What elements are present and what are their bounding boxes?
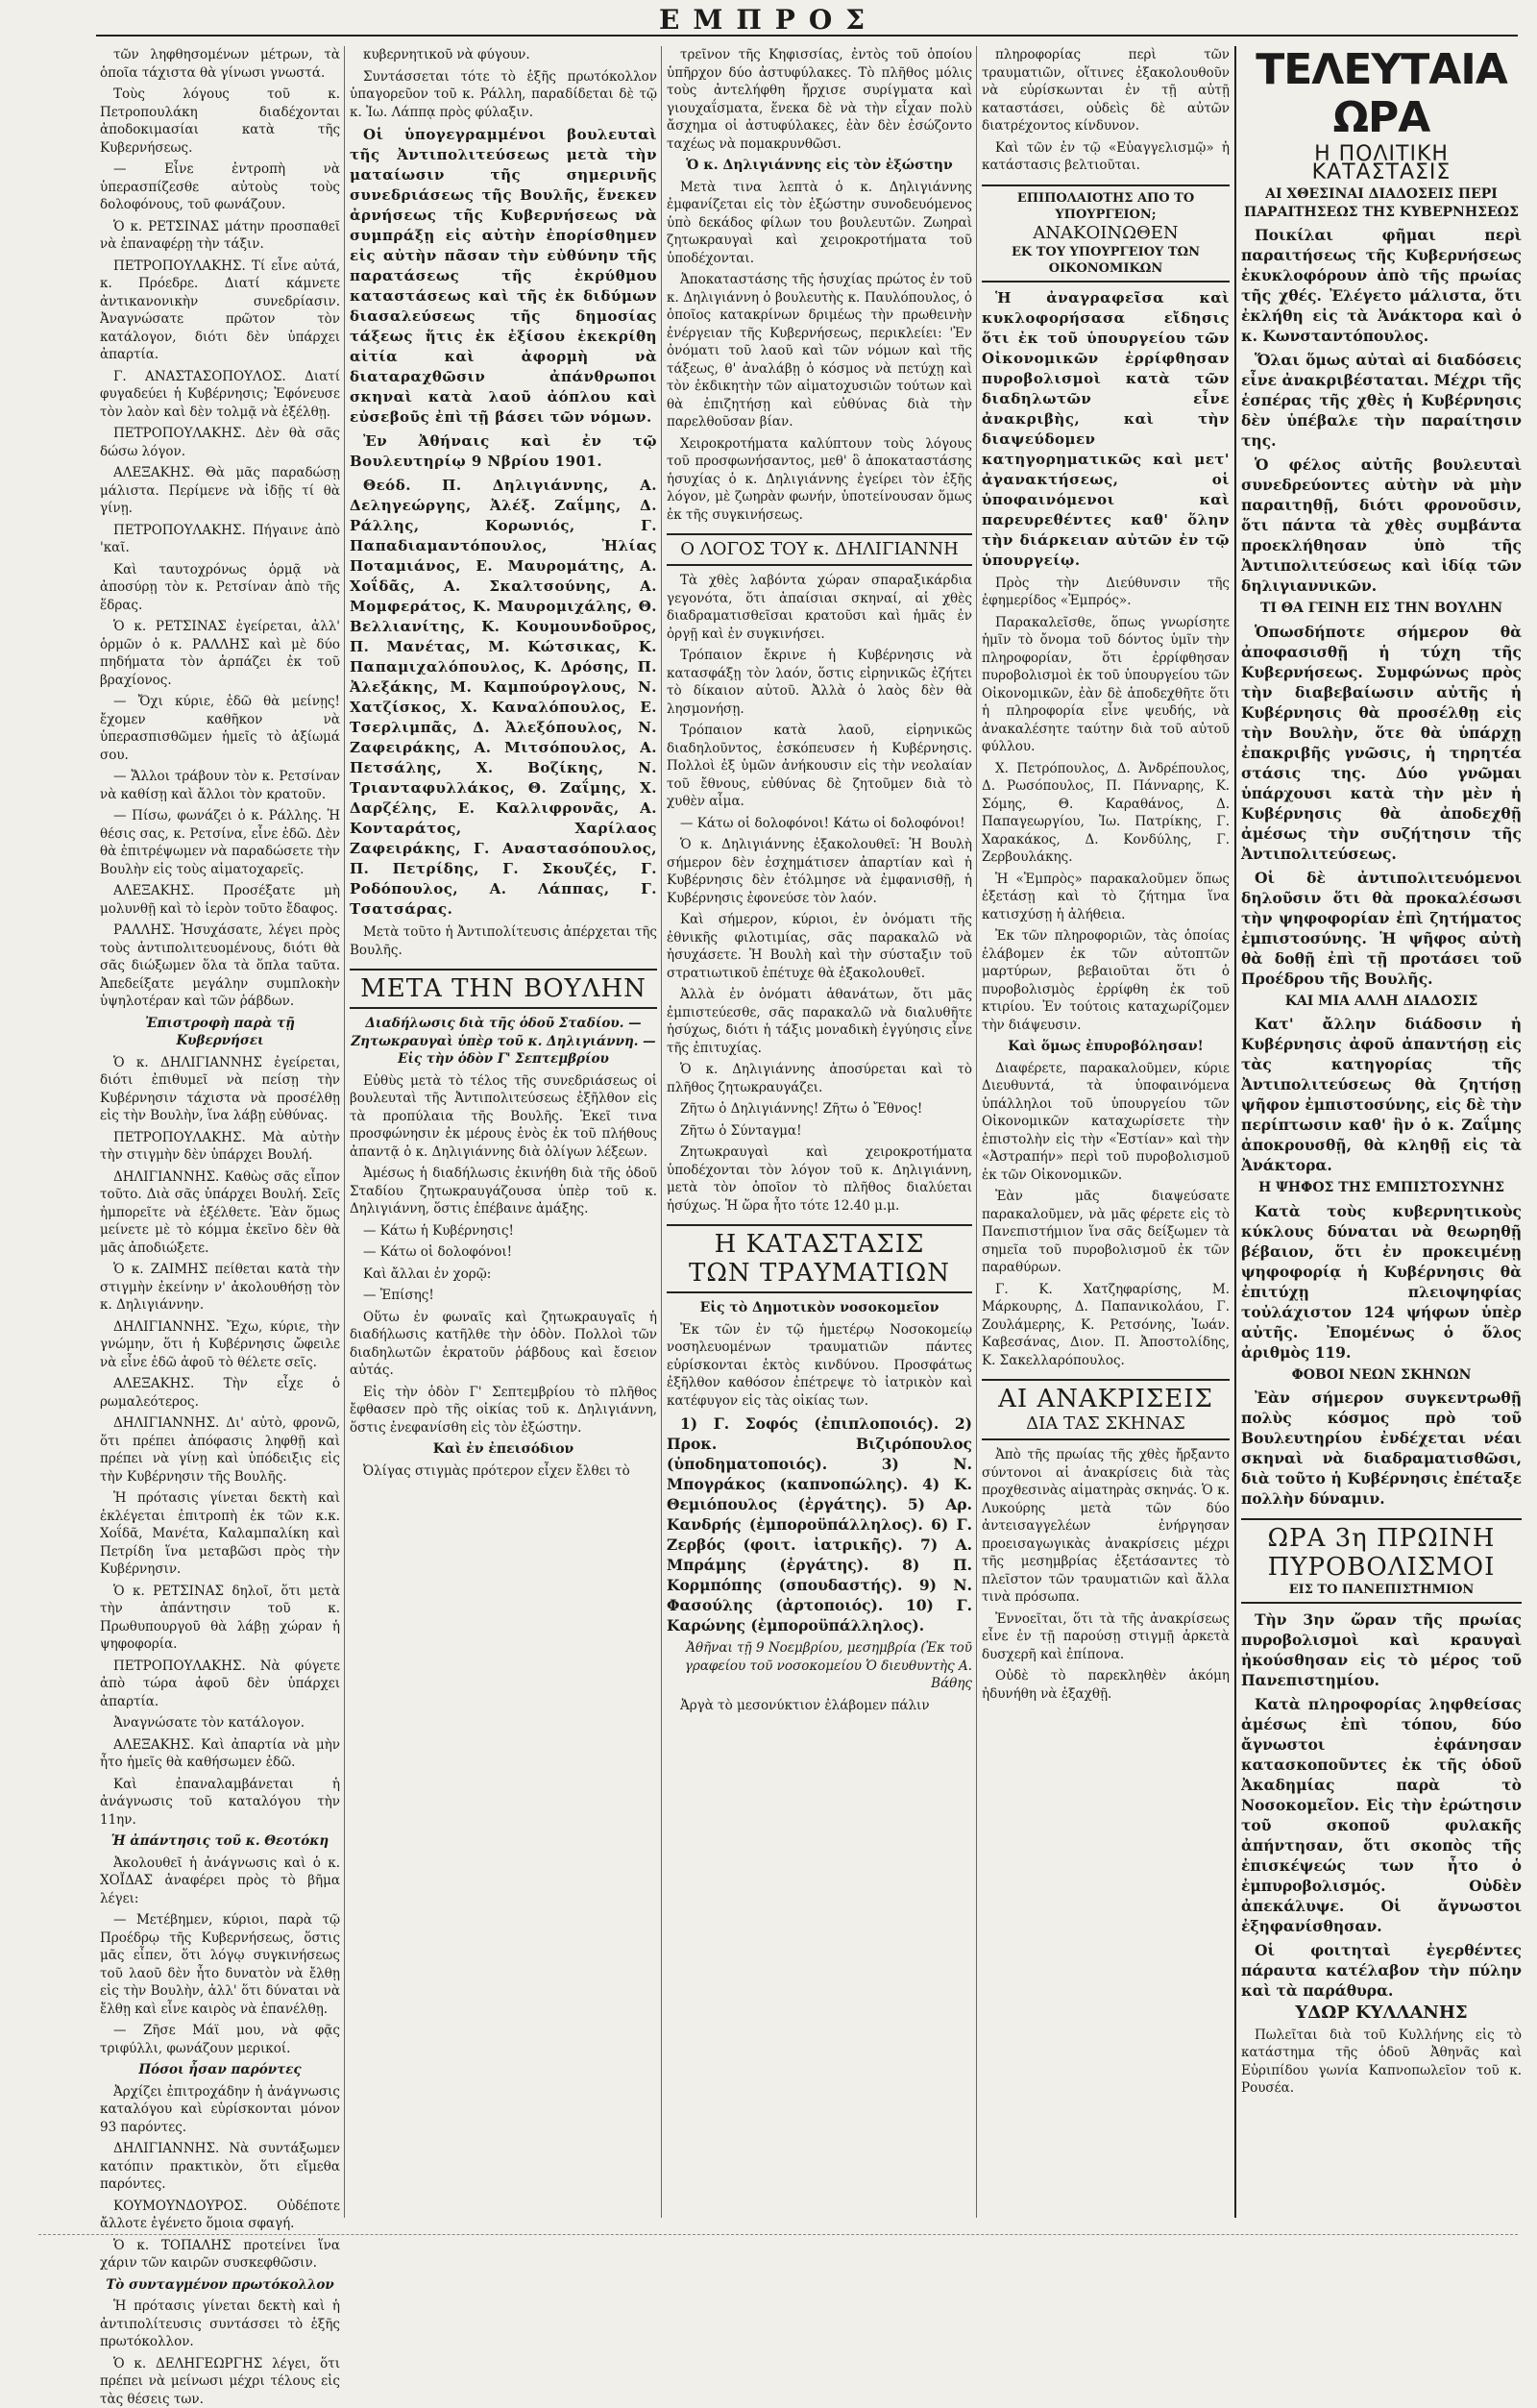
last-hour-title: ΤΕΛΕΥΤΑΙΑ ΩΡΑ	[1241, 46, 1522, 142]
signatories: Χ. Πετρόπουλος, Δ. Ἀνδρέπουλος, Δ. Ρωσόπουλος, Π. Πάνναρης, Κ. Σόμης, Θ. Καραθάνος, Δ. Παπαγεωργίου, Ἰω. Πατρίκης, Γ. Χαρακάκος, Δ. Κονδύλης, Γ. Ζερβουλάκης.	[982, 760, 1230, 867]
paragraph: — Ὄχι κύριε, ἐδῶ θὰ μείνῃς! ἔχομεν καθῆκον νὰ ὑπερασπισθῶμεν ἡμεῖς τὸ ἀξίωμά σου.	[100, 693, 340, 764]
paragraph: Ἀποκαταστάσης τῆς ἡσυχίας πρώτος ἐν τοῦ κ. Δηλιγιάννη ὁ βουλευτὴς κ. Παυλόπουλος, ὁ ὁποῖος κατακρίνων δριμέως τὴν πρωθεινὴν ἐνέργειαν τῆς Κυβερνήσεως, περικλείει: 'Ἐν ὀνόματι τοῦ λαοῦ καὶ τῶν νόμων καὶ τῆς τάξεως, θ' ἀναλάβῃ ὁ κόσμος νὰ πετύχῃ καὶ τὸν ἐκδικητὴν τῶν αἱματοχυσιῶν τούτων καὶ θὰ ἐπιζητήσῃ καὶ εὐθύνας διὰ τὴν παρελθοῦσαν βίαν.	[667, 271, 972, 431]
section-heading-box	[982, 1379, 1230, 1440]
section-heading-box	[982, 184, 1230, 283]
paragraph: — Μετέβημεν, κύριοι, παρὰ τῷ Προέδρῳ τῆς Κυβερνήσεως, ὅστις μᾶς εἶπεν, ὅτι λόγῳ συγκινήσεως τοῦ λαοῦ δὲν ἦτο δυνατὸν νὰ ἔλθῃ εἰς τὴν Βουλὴν, ἀλλ' ὅτι δύναται νὰ ἔλθῃ καὶ εἶνε καιρὸς νὰ ἐπανέλθῃ.	[100, 1911, 340, 2018]
section-heading: ΕΚ ΤΟΥ ΥΠΟΥΡΓΕΙΟΥ ΤΩΝ ΟΙΚΟΝΟΜΙΚΩΝ	[982, 244, 1230, 277]
paragraph: Ὀλίγας στιγμὰς πρότερον εἶχεν ἔλθει τὸ	[350, 1462, 657, 1481]
paragraph: Ἐὰν σήμερον συγκεντρωθῇ πολὺς κόσμος πρὸ τοῦ Βουλευτηρίου ἐνδέχεται νέαι σκηναὶ νὰ διαδραματισθῶσι, διὰ τοῦτο ἡ Κυβέρνησις ἐπέταξε πολλὴν δύναμιν.	[1241, 1388, 1522, 1509]
paragraph: Παρακαλεῖσθε, ὅπως γνωρίσητε ἡμῖν τὸ ὄνομα τοῦ δόντος ὑμῖν τὴν πληροφορίαν, ὅτι ἐρρίφθησαν πυροβολισμοὶ ἐκ τοῦ ὑπουργείου τῶν Οἰκονομικῶν, ἐὰν δὲ ἀποδεχθῆτε ὅτι ἡ πληροφορία εἶνε ψευδής, νὰ ἀνακαλέσητε ταύτην διὰ τοῦ αὐτοῦ φύλλου.	[982, 614, 1230, 756]
paragraph: Ὁ κ. Δηλιγιάννης ἀποσύρεται καὶ τὸ πλῆθος ζητωκραυγάζει.	[667, 1061, 972, 1096]
paragraph: Κατὰ τοὺς κυβερνητικοὺς κύκλους δύναται νὰ θεωρηθῇ βέβαιον, ὅτι ἐν προκειμένῃ ψηφοφορίᾳ ἡ Κυβέρνησις θὰ ἐπιτύχῃ πλειοψηφίας τοὐλάχιστον 124 ψήφων ὑπὲρ αὐτῆς. Ἐπομένως ὁ ὅλος ἀριθμὸς 119.	[1241, 1201, 1522, 1363]
paragraph: Εὐθὺς μετὰ τὸ τέλος τῆς συνεδριάσεως οἱ βουλευταὶ τῆς Ἀντιπολιτεύσεως ἐξῆλθον εἰς τὰ προπύλαια τῆς Βουλῆς. Ἐκεῖ τινα προσφώνησιν ἐκ μέρους ἑνὸς ἐκ τοῦ πλήθους ἀπαντᾷ ὁ κ. Δηλιγιάννης διὰ ὀλίγων λέξεων.	[350, 1072, 657, 1162]
column-2	[350, 46, 657, 2218]
subheading: Τὸ συνταγμένον πρωτόκολλον	[100, 2276, 340, 2295]
paragraph: Ἀκολουθεῖ ἡ ἀνάγνωσις καὶ ὁ κ. ΧΟΪΔΑΣ ἀναφέρει πρὸς τὸ βῆμα λέγει:	[100, 1855, 340, 1908]
section-heading-box	[667, 533, 972, 566]
paragraph: Τοὺς λόγους τοῦ κ. Πετροπουλάκη διαδέχονται ἀποδοκιμασίαι κατὰ τῆς Κυβερνήσεως.	[100, 86, 340, 157]
section-heading: ΑΙ ΑΝΑΚΡΙΣΕΙΣ	[982, 1385, 1230, 1413]
page-footer-rule	[38, 2234, 1518, 2235]
paragraph: — Ζῆσε Μάϊ μου, νὰ φᾷς τριφύλλι, φωνάζουν μερικοί.	[100, 2022, 340, 2057]
paragraph: Πρὸς τὴν Διεύθυνσιν τῆς ἐφημερίδος «Ἐμπρός».	[982, 575, 1230, 610]
paragraph: Ὁ κ. ΡΕΤΣΙΝΑΣ δηλοῖ, ὅτι μετὰ τὴν ἀπάντησιν τοῦ κ. Πρωθυπουργοῦ θὰ λάβῃ χώραν ἡ ψηφοφορία.	[100, 1583, 340, 1654]
section-heading: ΜΕΤΑ ΤΗΝ ΒΟΥΛΗΝ	[350, 974, 657, 1003]
column-3	[667, 46, 972, 2218]
subheading: Ὁ κ. Δηλιγιάννης εἰς τὸν ἐξώστην	[667, 157, 972, 175]
paragraph: — Κάτω οἱ δολοφόνοι! Κάτω οἱ δολοφόνοι!	[667, 815, 972, 833]
paragraph: Ὁ κ. ΖΑΙΜΗΣ πείθεται κατὰ τὴν στιγμὴν ἐκείνην ν' ἀκολουθήσῃ τὸν κ. Δηλιγιάννην.	[100, 1261, 340, 1315]
paragraph: Ὁ κ. ΔΕΛΗΓΕΩΡΓΗΣ λέγει, ὅτι πρέπει νὰ μείνωσι μέχρι τέλους εἰς τὰς θέσεις των.	[100, 2355, 340, 2408]
section-heading: ΠΥΡΟΒΟΛΙΣΜΟΙ	[1241, 1553, 1522, 1582]
paragraph: Καὶ ἐπαναλαμβάνεται ἡ ἀνάγνωσις τοῦ καταλόγου τὴν 11ην.	[100, 1776, 340, 1830]
paragraph: Τὴν 3ην ὥραν τῆς πρωίας πυροβολισμοὶ καὶ κραυγαὶ ἠκούσθησαν εἰς τὸ μέρος τοῦ Πανεπιστημίου.	[1241, 1609, 1522, 1690]
protocol-text: Οἱ ὑπογεγραμμένοι βουλευταὶ τῆς Ἀντιπολιτεύσεως μετὰ τὴν ματαίωσιν τῆς σημερινῆς συνεδριάσεως τῆς Βουλῆς, ἕνεκεν ἀρνήσεως τῆς Κυβερνήσεως νὰ συμπράξῃ εἰς αὐτὴν ἐπορίσθημεν εἰς αὐτὴν πᾶσαν τὴν εὐθύνην τῆς παρατάσεως τῆς ἐκρύθμου καταστάσεως καὶ τῆς ἐκ διδύμων διασαλεύσεως τῆς δημοσίας τάξεως ἥτις ἐκ ἐξίσου ἐκεκρίθη αἰτία καὶ ἀφορμὴ νὰ διαταραχθῶσιν ἀπάνθρωποι σκηναὶ κατὰ λαοῦ ἀόπλου καὶ εὐσεβοῦς ἐπὶ τῇ βάσει τῶν νόμων.	[350, 125, 657, 428]
subheading: ΦΟΒΟΙ ΝΕΩΝ ΣΚΗΝΩΝ	[1241, 1366, 1522, 1385]
signature: Ἀθῆναι τῇ 9 Νοεμβρίου, μεσημβρία (Ἐκ τοῦ γραφείου τοῦ νοσοκομείου Ὁ διευθυντὴς Α. Βάθης	[667, 1639, 972, 1693]
paragraph: Ἐὰν μᾶς διαψεύσατε παρακαλοῦμεν, νὰ μᾶς φέρετε εἰς τὸ Πανεπιστήμιον ἵνα σᾶς δείξωμεν τὰ σημεῖα τοῦ πυροβολισμοῦ ἐκ τῶν παραθύρων.	[982, 1188, 1230, 1277]
subheading: Η ΨΗΦΟΣ ΤΗΣ ΕΜΠΙΣΤΟΣΥΝΗΣ	[1241, 1179, 1522, 1197]
paragraph: Ὁ κ. ΔΗΛΙΓΙΑΝΝΗΣ ἐγείρεται, διότι ἐπιθυμεῖ νὰ πείσῃ τὴν Κυβέρνησιν τάχιστα νὰ προσέλθῃ εἰς τὴν Βουλὴν, ἵνα λάβῃ εὐθύνας.	[100, 1054, 340, 1125]
column-divider	[661, 46, 662, 2218]
paragraph: — Ἄλλοι τράβουν τὸν κ. Ρετσίναν νὰ καθίσῃ καὶ ἄλλοι τὸν κρατοῦν.	[100, 768, 340, 803]
paragraph: Οὐδὲ τὸ παρεκληθὲν ἀκόμη ἠδυνήθη νὰ ἐξαχθῇ.	[982, 1667, 1230, 1703]
paragraph: Ἀπὸ τῆς πρωίας τῆς χθὲς ἤρξαντο σύντονοι αἱ ἀνακρίσεις διὰ τὰς προχθεσινὰς αἱματηρὰς σκηνάς. Ὁ κ. Λυκούρης μετὰ τῶν δύο ἀντεισαγγελέων ἐνήργησαν προεισαγωγικὰς ἀνακρίσεις μέχρι τῆς μεσημβρίας ἐξετάσαντες τὸ πλεῖστον τῶν τραυματιῶν καὶ ἄλλα τινὰ πρόσωπα.	[982, 1446, 1230, 1607]
protocol-signatories: Θεόδ. Π. Δηλιγιάννης, Α. Δεληγεώργης, Ἀλέξ. Ζαΐμης, Δ. Ράλλης, Κορωνιός, Γ. Παπαδιαμαντόπουλος, Ἠλίας Ποταμιάνος, Ε. Μαυρομάτης, Α. Χοΐδᾶς, Α. Σκαλτσούνης, Α. Μομφεράτος, Κ. Μαυρομιχάλης, Θ. Βελλιανίτης, Κ. Κουμουνδοῦρος, Π. Μανέτας, Μ. Κώτσικας, Κ. Παπαμιχαλόπουλος, Κ. Δρόσης, Π. Ἀλεξάκης, Μ. Καμπούρογλους, Ν. Χατζίσκος, Χ. Καναλόπουλος, Ε. Τσερλιμπᾶς, Δ. Ἀλεξόπουλος, Ν. Ζαφειράκης, Α. Μιτσόπουλος, Α. Πετσάλης, Χ. Βοζίκης, Ν. Τριανταφυλλάκος, Θ. Ζαΐμης, Χ. Δαρζέλης, Ε. Καλλιφρονᾶς, Α. Κονταράτος, Χαρίλαος Ζαφειράκης, Γ. Αναστασόπουλος, Π. Πετρίδης, Γ. Σκουζές, Γ. Ροδόπουλος, Α. Λάππας, Γ. Τσατσάρας.	[350, 476, 657, 920]
paragraph: Κατὰ πληροφορίας ληφθείσας ἀμέσως ἐπὶ τόπου, δύο ἄγνωστοι ἐφάνησαν κατασκοποῦντες ἐκ τῆς ὁδοῦ Ἀκαδημίας παρὰ τὸ Νοσοκομεῖον. Εἰς τὴν ἐρώτησιν τοῦ σκοποῦ φυλακῆς ἀπήντησαν, ὅτι σκοπὸς τῆς ἐπισκέψεώς των ἦτο ὁ ἐμπυροβολισμός. Οὐδὲν ἀπεκάλυψε. Οἱ ἄγνωστοι ἐξηφανίσθησαν.	[1241, 1694, 1522, 1936]
paragraph: Ἐκ τῶν πληροφοριῶν, τὰς ὁποίας ἐλάβομεν ἐκ τῶν αὐτοπτῶν μαρτύρων, βεβαιοῦται ὅτι ὁ πυροβολισμὸς ἐρρίφθη ἐκ τοῦ κτιρίου. Ἐν τούτοις καταχωρίζομεν τὴν διάψευσιν.	[982, 927, 1230, 1034]
paragraph: Ἀναγνώσατε τὸν κατάλογον.	[100, 1714, 340, 1732]
paragraph: — Εἶνε ἐντροπὴ νὰ ὑπερασπίζεσθε αὐτοὺς τοὺς δολοφόνους, τοῦ φωνάζουν.	[100, 160, 340, 214]
paragraph: Ἡ πρότασις γίνεται δεκτὴ καὶ ἐκλέγεται ἐπιτροπὴ ἐκ τῶν κ.κ. Χοΐδᾶ, Μανέτα, Καλαμπαλίκη καὶ Πετρίδη ἵνα μεταβῶσι πρὸς τὴν Κυβέρνησιν.	[100, 1489, 340, 1579]
paragraph: ΠΕΤΡΟΠΟΥΛΑΚΗΣ. Δὲν θὰ σᾶς δώσω λόγον.	[100, 425, 340, 460]
paragraph: — Ἐπίσης!	[350, 1287, 657, 1305]
paragraph: Ἐκ τῶν ἐν τῷ ἡμετέρῳ Νοσοκομείῳ νοσηλευομένων τραυματιῶν πάντες εὑρίσκονται ἐκτὸς κινδύνου. Προσφάτως ἐξῆλθον καθόσον ἐπέτρεψε τὸ ἰατρικὸν καὶ κατέφυγον εἰς τὰς οἰκίας των.	[667, 1321, 972, 1411]
paragraph: ΔΗΛΙΓΙΑΝΝΗΣ. Νὰ συντάξωμεν κατόπιν πρακτικὸν, ὅτι εἴμεθα παρόντες.	[100, 2140, 340, 2194]
paragraph: Ἀλλὰ ἐν ὀνόματι ἀθανάτων, ὅτι μᾶς ἐμπιστεύεσθε, σᾶς παρακαλῶ νὰ διαλυθῆτε ἡσύχως, διότι ἡ τάξις μοναδικὴ ἐγγύησις εἶνε τῆς ἐπιτυχίας.	[667, 986, 972, 1057]
paragraph: Ὁ φέλος αὐτῆς βουλευταὶ συνεδρεύοντες αὐτὴν νὰ μὴν παραιτηθῇ, διότι φρονοῦσιν, ὅτι πάντα τὰ χθὲς συμβάντα προεκλήθησαν ὑπὸ τῆς Ἀντιπολιτεύσεως καὶ ἰδίᾳ τῶν δηλιγιαννικῶν.	[1241, 455, 1522, 596]
paragraph: ΠΕΤΡΟΠΟΥΛΑΚΗΣ. Μὰ αὐτὴν τὴν στιγμὴν δὲν ὑπάρχει Βουλή.	[100, 1129, 340, 1165]
paragraph: Ὁ κ. ΤΟΠΑΛΗΣ προτείνει ἵνα χάριν τῶν καιρῶν συσκεφθῶσιν.	[100, 2237, 340, 2273]
section-heading-box	[350, 969, 657, 1009]
paragraph: Μετὰ τοῦτο ἡ Ἀντιπολίτευσις ἀπέρχεται τῆς Βουλῆς.	[350, 923, 657, 959]
paragraph: ΑΛΕΞΑΚΗΣ. Προσέξατε μὴ μολυνθῇ καὶ τὸ ἱερὸν τοῦτο ἔδαφος.	[100, 882, 340, 918]
paragraph: Διαφέρετε, παρακαλοῦμεν, κύριε Διευθυντά, τὰ ὑποφαινόμενα ὑπάλληλοι τοῦ ὑπουργείου τῶν Οἰκονομικῶν καταχωρίσετε τὴν ἐπιστολὴν εἰς τὴν «Ἑστίαν» καὶ τὴν «Ἀστραπήν» περὶ τοῦ πυροβολισμοῦ ἐκ τῶν Οἰκονομικῶν.	[982, 1060, 1230, 1185]
paragraph: Ὁ κ. ΡΕΤΣΙΝΑΣ ἐγείρεται, ἀλλ' ὁρμῶν ὁ κ. ΡΑΛΛΗΣ καὶ μὲ δύο πηδήματα τὸν ἁρπάζει ἐκ τοῦ βραχίονος.	[100, 618, 340, 689]
column-divider	[344, 46, 345, 2218]
subheading: Πόσοι ἦσαν παρόντες	[100, 2061, 340, 2079]
paragraph: Ζητωκραυγαὶ καὶ χειροκροτήματα ὑποδέχονται τὸν λόγον τοῦ κ. Δηλιγιάννη, μετὰ τὸν ὁποῖον τὸ πλῆθος διαλύεται ἡσύχως. Ἡ ὥρα ἦτο τότε 12.40 μ.μ.	[667, 1143, 972, 1215]
protocol-date: Ἐν Ἀθήναις καὶ ἐν τῷ Βουλευτηρίῳ 9 Νβρίου 1901.	[350, 431, 657, 472]
section-heading: ΕΠΙΠΟΛΑΙΟΤΗΣ ΑΠΟ ΤΟ ΥΠΟΥΡΓΕΙΟΝ;	[982, 190, 1230, 223]
masthead-rule	[96, 35, 1518, 37]
paragraph: Ὁ κ. Δηλιγιάννης ἐξακολουθεῖ: Ἡ Βουλὴ σήμερον δὲν ἐσχημάτισεν ἀπαρτίαν καὶ ἡ Κυβέρνησις δὲν ἐτόλμησε νὰ ἐμφανισθῇ, ἡ Κυβέρνησις ἐφονεύσε τὸν λαόν.	[667, 836, 972, 907]
paragraph: Ὁ κ. ΡΕΤΣΙΝΑΣ μάτην προσπαθεῖ νὰ ἐπαναφέρῃ τὴν τάξιν.	[100, 218, 340, 254]
paragraph: — Κάτω οἱ δολοφόνοι!	[350, 1243, 657, 1262]
paragraph: Χειροκροτήματα καλύπτουν τοὺς λόγους τοῦ προσφωνήσαντος, μεθ' ὃ ἀποκαταστάσης ἡσυχίας ὁ κ. Δηλιγιάννης ἐγείρει τὸν ἑξῆς λόγον, μὲ ζωηρὰν φωνήν, ὑποτείνουσαν ὅμως ἐκ τῆς συγκινήσεως.	[667, 435, 972, 525]
section-heading-box	[667, 1224, 972, 1293]
paragraph: ΠΕΤΡΟΠΟΥΛΑΚΗΣ. Τί εἶνε αὐτά, κ. Πρόεδρε. Διατί κάμνετε ἀντικανονικὴν συνεδρίασιν. Ἀναγνώσατε πρῶτον τὸν κατάλογον, διότι δὲν ὑπάρχει ἀπαρτία.	[100, 258, 340, 364]
section-heading: Η ΚΑΤΑΣΤΑΣΙΣ	[667, 1230, 972, 1259]
column-divider	[976, 46, 977, 2218]
paragraph: Τὰ χθὲς λαβόντα χώραν σπαραξικάρδια γεγονότα, ὅτι ἀπαίσιαι σκηναί, αἱ χθὲς διαδραματισθεῖσαι κρατοῦσι καὶ ἡμᾶς ἐν ὀργῇ καὶ ἐν συγκινήσει.	[667, 572, 972, 643]
paragraph: πληροφορίας περὶ τῶν τραυματιῶν, οἵτινες ἐξακολουθοῦν νὰ εὑρίσκωνται ἐν τῇ αὐτῇ καταστάσει, οὐδεὶς δὲ αὐτῶν διατρέχοντος κίνδυνον.	[982, 46, 1230, 135]
paragraph: Ἀρχίζει ἐπιτροχάδην ἡ ἀνάγνωσις καταλόγου καὶ εὑρίσκονται μόνον 93 παρόντες.	[100, 2083, 340, 2137]
paragraph: Ζῆτω ὁ Δηλιγιάννης! Ζῆτω ὁ Ἔθνος!	[667, 1100, 972, 1118]
newspaper-title: ΕΜΠΡΟΣ	[659, 4, 878, 36]
subheading: ΤΙ ΘΑ ΓΕΙΝΗ ΕΙΣ ΤΗΝ ΒΟΥΛΗΝ	[1241, 600, 1522, 618]
subheading: Καὶ ὅμως ἐπυροβόλησαν!	[982, 1038, 1230, 1056]
paragraph: ΠΕΤΡΟΠΟΥΛΑΚΗΣ. Νὰ φύγετε ἀπὸ τώρα ἀφοῦ δὲν ὑπάρχει ἀπαρτία.	[100, 1658, 340, 1711]
subheading: ΚΑΙ ΜΙΑ ΑΛΛΗ ΔΙΑΔΟΣΙΣ	[1241, 993, 1522, 1011]
subheading: ΑΙ ΧΘΕΣΙΝΑΙ ΔΙΑΔΟΣΕΙΣ ΠΕΡΙ ΠΑΡΑΙΤΗΣΕΩΣ ΤΗΣ ΚΥΒΕΡΝΗΣΕΩΣ	[1241, 185, 1522, 221]
paragraph: Ὅλαι ὅμως αὐταὶ αἱ διαδόσεις εἶνε ἀνακριβέσταται. Μέχρι τῆς ἑσπέρας τῆς χθὲς ἡ Κυβέρνησις δὲν ὑπέβαλε τὴν παραίτησιν της.	[1241, 350, 1522, 451]
paragraph: Ὁπωσδήποτε σήμερον θὰ ἀποφασισθῇ ἡ τύχη τῆς Κυβερνήσεως. Συμφώνως πρὸς τὴν διαβεβαίωσιν αὐτῆς ἡ Κυβέρνησις θὰ προσέλθῃ εἰς τὴν Βουλὴν, ὅτε θὰ ὑπάρχῃ ἐπακριβῆς γνῶσις, ἡ τηρητέα στάσις της. Δύο γνῶμαι ὑπάρχουσι κατὰ τὴν μὲν ἡ Κυβέρνησις θὰ ἀποδεχθῇ ἀμέσως τὴν συζήτησιν τῆς Ἀντιπολιτεύσεως.	[1241, 622, 1522, 864]
paragraph: Οἱ δὲ ἀντιπολιτευόμενοι δηλοῦσιν ὅτι θὰ προκαλέσωσι τὴν ψηφοφορίαν ἐπὶ ζητήματος ἐμπιστοσύνης. Ἡ ψῆφος αὐτὴ θὰ δοθῇ ἐπὶ τῇ προτάσει τοῦ Προέδρου τῆς Βουλῆς.	[1241, 868, 1522, 989]
paragraph: Οὕτω ἐν φωναῖς καὶ ζητωκραυγαῖς ἡ διαδήλωσις κατῆλθε τὴν ὁδὸν. Πολλοὶ τῶν διαδηλωτῶν ἐκρατοῦν ῥάβδους καὶ ἔσειον αὐτάς.	[350, 1309, 657, 1380]
paragraph: Ἐννοεῖται, ὅτι τὰ τῆς ἀνακρίσεως εἶνε ἐν τῇ παρούσῃ στιγμῇ ἀρκετὰ δυσχερῆ καὶ ἐπίπονα.	[982, 1610, 1230, 1664]
subheading: Εἰς τὸ Δημοτικὸν νοσοκομεῖον	[667, 1299, 972, 1317]
subheading: Ἐπιστροφὴ παρὰ τῇ Κυβερνήσει	[100, 1015, 340, 1050]
paragraph: κυβερνητικοῦ νὰ φύγουν.	[350, 46, 657, 64]
paragraph: Ἀργὰ τὸ μεσονύκτιον ἐλάβομεν πάλιν	[667, 1697, 972, 1715]
subheading: Ἡ ἀπάντησις τοῦ κ. Θεοτόκη	[100, 1832, 340, 1851]
wounded-list: 1) Γ. Σοφός (ἐπιπλοποιός). 2) Προκ. Βιζιρόπουλος (ὑποδηματοποιός). 3) Ν. Μπογράκος (καπνοπώλης). 4) Κ. Θεμιόπουλος (ἐργάτης). 5) Αρ. Κανδρής (ἐμποροϋπάλληλος). 6) Γ. Ζερβός (φοιτ. ἰατρικῆς). 7) Α. Μπράμης (ἐργάτης). 8) Π. Κορμπόπης (σπουδαστής). 9) Ν. Φασούλης (ἀρτοποιός). 10) Γ. Καρώνης (ἐμποροϋπάλληλος).	[667, 1413, 972, 1635]
paragraph: Ποικίλαι φῆμαι περὶ παραιτήσεως τῆς Κυβερνήσεως ἐκυκλοφόρουν ἀπὸ τῆς πρωίας τῆς χθές. Ἐλέγετο μάλιστα, ὅτι ἐκλήθη εἰς τὰ Ἀνάκτορα καὶ ὁ κ. Κωνσταντόπουλος.	[1241, 225, 1522, 346]
paragraph: Καὶ ἄλλαι ἐν χορῷ:	[350, 1265, 657, 1284]
paragraph: Ἡ «Ἐμπρὸς» παρακαλοῦμεν ὅπως ἐξετάσῃ καὶ τὸ ζήτημα ἵνα κατισχύσῃ ἡ ἀλήθεια.	[982, 871, 1230, 924]
column-5	[1241, 46, 1522, 2218]
subheading: Διαδήλωσις διὰ τῆς ὁδοῦ Σταδίου. — Ζητωκραυγαὶ ὑπὲρ τοῦ κ. Δηλιγιάννη. — Εἰς τὴν ὁδὸν Γ' Σεπτεμβρίου	[350, 1015, 657, 1069]
paragraph: Γ. ΑΝΑΣΤΑΣΟΠΟΥΛΟΣ. Διατί φυγαδεύει ἡ Κυβέρνησις; Ἐφόνευσε τὸν λαὸν καὶ δὲν τολμᾷ νὰ ἐξέλθῃ.	[100, 368, 340, 422]
advertisement-heading: ΥΔΩΡ ΚΥΛΛΑΝΗΣ	[1241, 2004, 1522, 2023]
paragraph: ΔΗΛΙΓΙΑΝΝΗΣ. Καθὼς σᾶς εἶπον τοῦτο. Διὰ σᾶς ὑπάρχει Βουλή. Σεῖς ἠμπορεῖτε νὰ ἐξέλθετε. Ἐὰν ὅμως μείνετε μὲ τὸ κόμμα ἐκεῖνο δὲν θὰ μᾶς ἀποδιώξετε.	[100, 1168, 340, 1258]
paragraph: ΑΛΕΞΑΚΗΣ. Καὶ ἀπαρτία νὰ μὴν ἦτο ἡμεῖς θὰ καθήσωμεν ἐδῶ.	[100, 1736, 340, 1772]
paragraph: — Πίσω, φωνάζει ὁ κ. Ράλλης. Ἡ θέσις σας, κ. Ρετσίνα, εἶνε ἐδῶ. Δὲν θὰ ἐπιτρέψωμεν νὰ παραδώσετε τὴν Βουλὴν εἰς τοὺς αἱματοχαρεῖς.	[100, 807, 340, 878]
advertisement-text: Πωλεῖται διὰ τοῦ Κυλλήνης εἰς τὸ κατάστημα τῆς ὁδοῦ Ἀθηνᾶς καὶ Εὐριπίδου γωνία Καπνοπωλεῖον τοῦ κ. Ρουσέα.	[1241, 2027, 1522, 2098]
column-divider	[1234, 46, 1236, 2218]
paragraph: ΚΟΥΜΟΥΝΔΟΥΡΟΣ. Οὐδέποτε ἄλλοτε ἐγένετο ὅμοια σφαγή.	[100, 2198, 340, 2233]
paragraph: τρεῖνον τῆς Κηφισσίας, ἐντὸς τοῦ ὁποίου ὑπῆρχον δύο ἀστυφύλακες. Τὸ πλῆθος μόλις τοὺς ἀντελήφθη ἤρχισε συρίγματα καὶ γιουχαΐσματα, ἕνεκα δὲ νὰ τὴν εἶχαν πολὺ ἄσχημα οἱ ἀστυφύλακες, ἐὰν δὲν ἐσώζοντο ταχέως νὰ πομακρυνθῶσι.	[667, 46, 972, 153]
masthead	[0, 0, 1537, 35]
political-situation-title: Η ΠΟΛΙΤΙΚΗ ΚΑΤΑΣΤΑΣΙΣ	[1241, 146, 1522, 182]
paragraph: Ζῆτω ὁ Σύνταγμα!	[667, 1122, 972, 1141]
section-heading: Ο ΛΟΓΟΣ ΤΟΥ κ. ΔΗΛΙΓΙΑΝΝΗ	[667, 539, 972, 560]
paragraph: τῶν ληφθησομένων μέτρων, τὰ ὁποῖα τάχιστα θὰ γίνωσι γνωστά.	[100, 46, 340, 82]
column-1	[100, 46, 340, 2218]
paragraph: Ἡ πρότασις γίνεται δεκτὴ καὶ ἡ ἀντιπολίτευσις συντάσσει τὸ ἑξῆς πρωτόκολλον.	[100, 2297, 340, 2351]
paragraph: Κατ' ἄλλην διάδοσιν ἡ Κυβέρνησις ἀφοῦ ἀπαντήσῃ εἰς τὰς κατηγορίας τῆς Ἀντιπολιτεύσεως θὰ ζητήσῃ ψῆφον ἐμπιστοσύνης, εἰς δὲ τὴν περίπτωσιν καθ' ἣν ὁ κ. Ζαΐμης ἀποκρουσθῇ, θὰ κληθῇ εἰς τὰ Ἀνάκτορα.	[1241, 1014, 1522, 1175]
section-heading: ΩΡΑ 3η ΠΡΩΙΝΗ	[1241, 1524, 1522, 1553]
paragraph: Εἰς τὴν ὁδὸν Γ' Σεπτεμβρίου τὸ πλῆθος ἔφθασεν πρὸ τῆς οἰκίας τοῦ κ. Δηλιγιάννη, ὅστις ἐνεφανίσθη εἰς τὸν ἐξώστην.	[350, 1384, 657, 1437]
paragraph: Καὶ τῶν ἐν τῷ «Εὐαγγελισμῷ» ἡ κατάστασις βελτιοῦται.	[982, 139, 1230, 175]
paragraph: ΑΛΕΞΑΚΗΣ. Τὴν εἶχε ὁ ρωμαλεότερος.	[100, 1375, 340, 1411]
signatories: Γ. Κ. Χατζηφαρίσης, Μ. Μάρκουρης, Δ. Παπανικολάου, Γ. Ζουλάμερης, Κ. Ρετσόνης, Ἰωάν. Καβεσάνας, Διον. Π. Ἀποστολίδης, Κ. Σακελλαρόπουλος.	[982, 1281, 1230, 1370]
paragraph: ΑΛΕΞΑΚΗΣ. Θὰ μᾶς παραδώσῃ μάλιστα. Περίμενε νὰ ἰδῇς τί θὰ γίνῃ.	[100, 464, 340, 518]
paragraph: Μετὰ τινα λεπτὰ ὁ κ. Δηλιγιάννης ἐμφανίζεται εἰς τὸν ἐξώστην συνοδευόμενος ὑπὸ δεκάδος φίλων του βουλευτῶν. Ζωηραὶ ζητωκραυγαὶ καὶ χειροκροτήματα τοῦ ὑποδέχονται.	[667, 179, 972, 268]
paragraph: Τρόπαιον ἔκρινε ἡ Κυβέρνησις νὰ κατασφάξῃ τὸν λαόν, ὅστις εἰρηνικῶς ἐζήτει τὸ δίκαιον αὐτοῦ. Ἀλλὰ ὁ λαὸς δὲν θὰ λησμονήσῃ.	[667, 647, 972, 718]
paragraph: — Κάτω ἡ Κυβέρνησις!	[350, 1222, 657, 1241]
paragraph: ΔΗΛΙΓΙΑΝΝΗΣ. Δι' αὐτὸ, φρονῶ, ὅτι πρέπει ἀπόφασις ληφθῇ καὶ πρέπει νὰ γίνῃ καὶ ὑπόδειξις εἰς τὴν Κυβέρνησιν τῆς Βουλῆς.	[100, 1414, 340, 1486]
paragraph: Οἱ φοιτηταὶ ἐγερθέντες πάραυτα κατέλαβον τὴν πύλην καὶ τὰ παράθυρα.	[1241, 1940, 1522, 2001]
paragraph: ΔΗΛΙΓΙΑΝΝΗΣ. Ἔχω, κύριε, τὴν γνώμην, ὅτι ἡ Κυβέρνησις ὤφειλε νὰ εἶνε ἐδῶ ἀφοῦ τὸ θέλετε σεῖς.	[100, 1318, 340, 1372]
paragraph: Συντάσσεται τότε τὸ ἑξῆς πρωτόκολλον ὑπαγορεῦον τοῦ κ. Ράλλη, παραδίδεται δὲ τῷ κ. Ἰω. Λάππᾳ πρὸς φύλαξιν.	[350, 68, 657, 122]
section-heading: ΔΙΑ ΤΑΣ ΣΚΗΝΑΣ	[982, 1413, 1230, 1435]
paragraph: ΡΑΛΛΗΣ. Ἡσυχάσατε, λέγει πρὸς τοὺς ἀντιπολιτευομένους, διότι θὰ σᾶς διώξωμεν ὅλα τὰ ὅπλα ταῦτα. Ἀπεδείξατε μεγάλην συμπλοκὴν ὑψηλοτέραν καὶ τῶν ῥάβδων.	[100, 921, 340, 1011]
paragraph: ΠΕΤΡΟΠΟΥΛΑΚΗΣ. Πήγαινε ἀπὸ 'καῖ.	[100, 522, 340, 557]
section-heading: ΤΩΝ ΤΡΑΥΜΑΤΙΩΝ	[667, 1259, 972, 1288]
section-heading: ΑΝΑΚΟΙΝΩΘΕΝ	[982, 223, 1230, 244]
column-4	[982, 46, 1230, 2218]
paragraph: Ἀμέσως ἡ διαδήλωσις ἐκινήθη διὰ τῆς ὁδοῦ Σταδίου ζητωκραυγάζουσα ὑπὲρ τοῦ κ. Δηλιγιάννη, ὅστις ἐπέβαινε ἀμάξης.	[350, 1165, 657, 1218]
paragraph: Τρόπαιον κατὰ λαοῦ, εἰρηνικῶς διαδηλοῦντος, ἐσκόπευσεν ἡ Κυβέρνησις. Πολλοὶ ἐξ ὑμῶν ἀνήκουσιν εἰς τὴν νεολαίαν τοῦ ἔθνους, εὐθύνας δὲ ζητοῦμεν διὰ τὸ χυθὲν αἷμα.	[667, 722, 972, 811]
paragraph: Καὶ ταυτοχρόνως ὁρμᾷ νὰ ἀποσύρῃ τὸν κ. Ρετσίναν ἀπὸ τῆς ἕδρας.	[100, 561, 340, 615]
statement-text: Ἡ ἀναγραφεῖσα καὶ κυκλοφορήσασα εἴδησις ὅτι ἐκ τοῦ ὑπουργείου τῶν Οἰκονομικῶν ἐρρίφθησαν πυροβολισμοὶ κατὰ τῶν διαδηλωτῶν εἶνε ἀνακριβὴς, καὶ τὴν διαψεύδομεν κατηγορηματικῶς καὶ μετ' ἀγανακτήσεως, οἱ ὑποφαινόμενοι καὶ παρευρεθέντες καθ' ὅλην τὴν διάρκειαν αὐτῶν ἐν τῷ ὑπουργείῳ.	[982, 288, 1230, 571]
paragraph: Καὶ σήμερον, κύριοι, ἐν ὀνόματι τῆς ἐθνικῆς φιλοτιμίας, σᾶς παρακαλῶ νὰ ἡσυχάσετε. Ἡ Βουλὴ καὶ τὴν σύσταξιν τοῦ στρατιωτικοῦ ἐπέτυχε θὰ ἐξακολουθεῖ.	[667, 911, 972, 982]
section-heading-box	[1241, 1518, 1522, 1604]
section-heading: ΕΙΣ ΤΟ ΠΑΝΕΠΙΣΤΗΜΙΟΝ	[1241, 1582, 1522, 1598]
subheading: Καὶ ἐν ἐπεισόδιον	[350, 1440, 657, 1459]
